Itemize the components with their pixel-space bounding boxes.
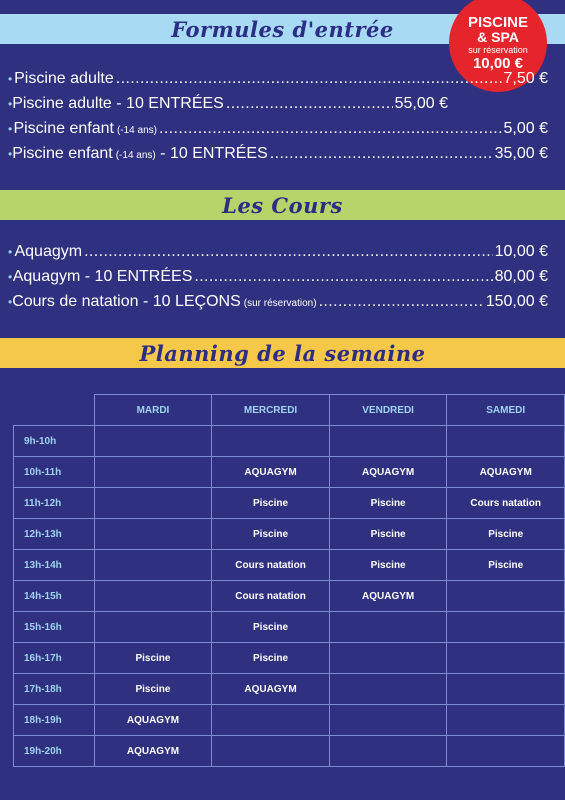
planning-title: Planning de la semaine xyxy=(139,340,426,366)
dot-leader xyxy=(194,268,492,286)
activity-cell xyxy=(329,426,447,457)
activity-cell xyxy=(329,643,447,674)
weekly-schedule-table xyxy=(13,394,565,767)
price-row xyxy=(8,268,548,293)
activity-cell: Cours natation xyxy=(212,550,330,581)
time-slot-cell: 18h-19h xyxy=(14,705,95,736)
activity-cell xyxy=(94,581,212,612)
price-value: 150,00 € xyxy=(485,293,548,310)
activity-cell: AQUAGYM xyxy=(447,457,565,488)
activity-cell: AQUAGYM xyxy=(212,674,330,705)
table-row xyxy=(14,426,565,457)
formules-list xyxy=(8,70,548,170)
activity-cell: Piscine xyxy=(447,550,565,581)
activity-cell xyxy=(447,612,565,643)
day-header: SAMEDI xyxy=(447,395,565,426)
price-label: Piscine enfant xyxy=(12,145,113,162)
corner-cell xyxy=(14,395,95,426)
table-row xyxy=(14,581,565,612)
activity-cell xyxy=(329,674,447,705)
table-row xyxy=(14,674,565,705)
activity-cell xyxy=(329,736,447,767)
price-row xyxy=(8,293,548,318)
activity-cell: Piscine xyxy=(329,488,447,519)
bullet-icon: • xyxy=(8,295,13,309)
price-row xyxy=(8,243,548,268)
activity-cell xyxy=(94,519,212,550)
price-label: Piscine adulte xyxy=(14,70,114,87)
price-value: 5,00 € xyxy=(503,120,548,137)
badge-line-1: PISCINE xyxy=(467,14,528,31)
bullet-icon: • xyxy=(8,147,13,161)
time-slot-cell: 15h-16h xyxy=(14,612,95,643)
price-note: (sur réservation) xyxy=(243,298,317,309)
activity-cell xyxy=(212,705,330,736)
activity-cell xyxy=(329,705,447,736)
activity-cell xyxy=(94,426,212,457)
activity-cell: Piscine xyxy=(212,612,330,643)
bullet-icon: • xyxy=(8,72,13,86)
table-row xyxy=(14,519,565,550)
price-value: 80,00 € xyxy=(494,268,548,285)
day-header: MARDI xyxy=(94,395,212,426)
price-value: 55,00 € xyxy=(394,95,448,112)
price-value: 10,00 € xyxy=(494,243,548,260)
time-slot-cell: 10h-11h xyxy=(14,457,95,488)
activity-cell: AQUAGYM xyxy=(212,457,330,488)
time-slot-cell: 17h-18h xyxy=(14,674,95,705)
price-note: (-14 ans) xyxy=(116,125,157,136)
cours-title: Les Cours xyxy=(222,192,343,218)
dot-leader xyxy=(270,145,493,163)
activity-cell: AQUAGYM xyxy=(94,705,212,736)
price-value: 7,50 € xyxy=(503,70,548,87)
dot-leader xyxy=(159,120,502,138)
time-slot-cell: 13h-14h xyxy=(14,550,95,581)
activity-cell xyxy=(447,581,565,612)
activity-cell: AQUAGYM xyxy=(329,581,447,612)
activity-cell xyxy=(94,488,212,519)
activity-cell xyxy=(94,612,212,643)
activity-cell xyxy=(447,643,565,674)
activity-cell: Piscine xyxy=(329,519,447,550)
cours-list xyxy=(8,243,548,318)
price-label: Cours de natation - 10 LEÇONS xyxy=(12,293,241,310)
activity-cell: Piscine xyxy=(212,519,330,550)
price-label: Piscine enfant xyxy=(13,120,114,137)
cours-header-band xyxy=(0,190,565,220)
price-row xyxy=(8,70,548,95)
bullet-icon: • xyxy=(8,122,13,136)
activity-cell: Piscine xyxy=(212,488,330,519)
activity-cell: AQUAGYM xyxy=(329,457,447,488)
table-row xyxy=(14,488,565,519)
price-value: 35,00 € xyxy=(494,145,548,162)
schedule-header-row xyxy=(14,395,565,426)
price-label: Piscine adulte - 10 ENTRÉES xyxy=(12,95,224,112)
activity-cell: AQUAGYM xyxy=(94,736,212,767)
time-slot-cell: 9h-10h xyxy=(14,426,95,457)
activity-cell: Cours natation xyxy=(447,488,565,519)
badge-line-3: sur réservation xyxy=(468,45,528,55)
day-header: MERCREDI xyxy=(212,395,330,426)
activity-cell xyxy=(447,736,565,767)
activity-cell xyxy=(447,705,565,736)
dot-leader xyxy=(84,243,493,261)
activity-cell: Piscine xyxy=(212,643,330,674)
price-row xyxy=(8,145,548,170)
planning-header-band xyxy=(0,338,565,368)
price-label-suffix: - 10 ENTRÉES xyxy=(155,145,268,162)
table-row xyxy=(14,705,565,736)
dot-leader xyxy=(116,70,502,88)
activity-cell xyxy=(212,736,330,767)
time-slot-cell: 12h-13h xyxy=(14,519,95,550)
time-slot-cell: 14h-15h xyxy=(14,581,95,612)
schedule-body xyxy=(14,426,565,767)
badge-price: 10,00 € xyxy=(472,55,524,72)
price-note: (-14 ans) xyxy=(115,150,156,161)
time-slot-cell: 19h-20h xyxy=(14,736,95,767)
formules-title: Formules d'entrée xyxy=(171,16,394,42)
bullet-icon: • xyxy=(8,270,13,284)
table-row xyxy=(14,736,565,767)
activity-cell xyxy=(329,612,447,643)
activity-cell: Piscine xyxy=(447,519,565,550)
activity-cell xyxy=(447,674,565,705)
dot-leader xyxy=(319,293,484,311)
price-label: Aquagym xyxy=(14,243,83,260)
badge-line-2: & SPA xyxy=(477,29,519,45)
price-row xyxy=(8,95,448,120)
activity-cell xyxy=(447,426,565,457)
activity-cell: Piscine xyxy=(94,674,212,705)
table-row xyxy=(14,457,565,488)
bullet-icon: • xyxy=(8,245,13,259)
activity-cell xyxy=(212,426,330,457)
activity-cell xyxy=(94,457,212,488)
day-header: VENDREDI xyxy=(329,395,447,426)
time-slot-cell: 11h-12h xyxy=(14,488,95,519)
price-row xyxy=(8,120,548,145)
price-label: Aquagym - 10 ENTRÉES xyxy=(12,268,193,285)
activity-cell: Piscine xyxy=(329,550,447,581)
table-row xyxy=(14,550,565,581)
table-row xyxy=(14,612,565,643)
activity-cell xyxy=(94,550,212,581)
activity-cell: Cours natation xyxy=(212,581,330,612)
activity-cell: Piscine xyxy=(94,643,212,674)
dot-leader xyxy=(226,95,393,113)
time-slot-cell: 16h-17h xyxy=(14,643,95,674)
table-row xyxy=(14,643,565,674)
bullet-icon: • xyxy=(8,97,13,111)
